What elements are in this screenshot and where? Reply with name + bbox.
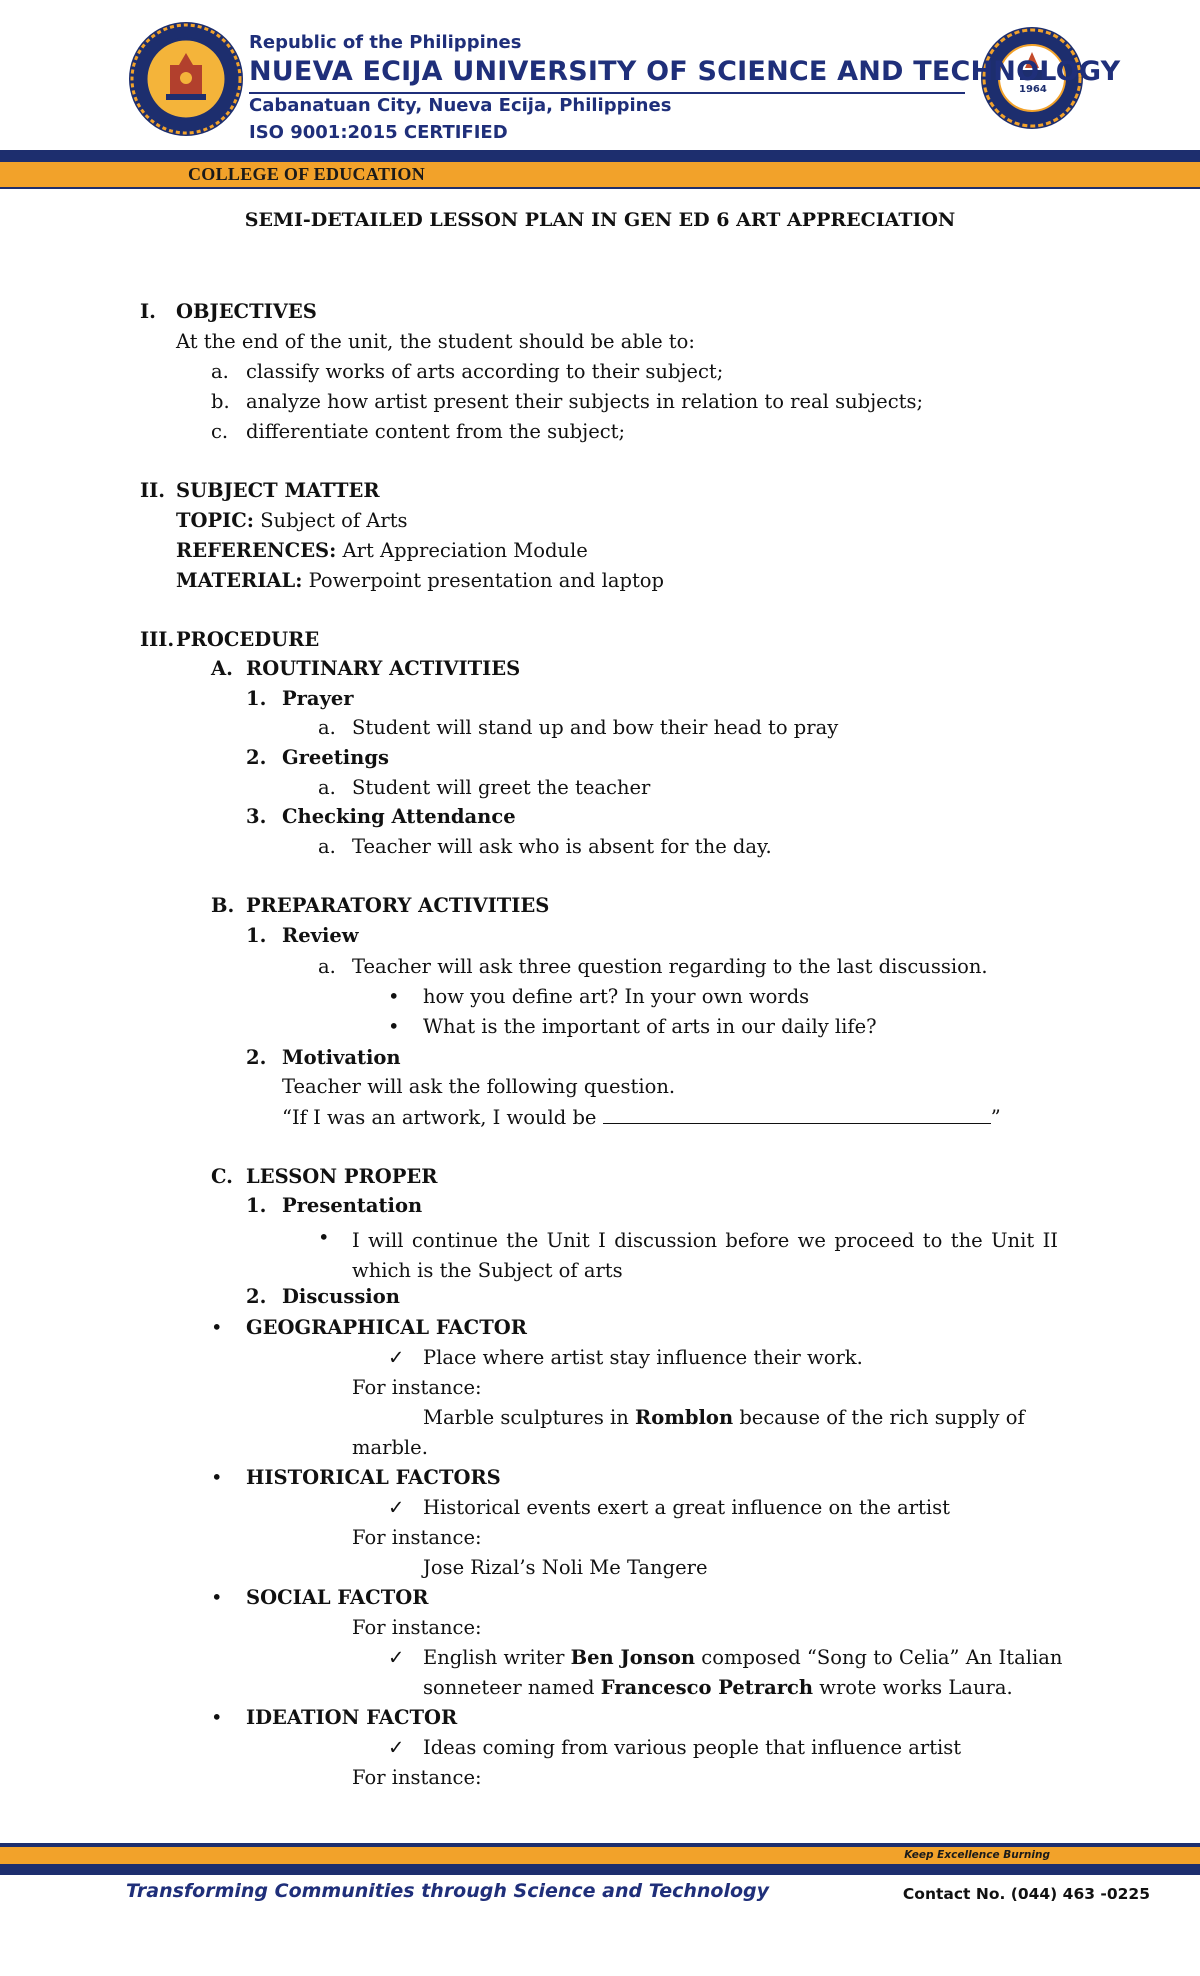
checkmark-icon: ✓	[388, 1736, 405, 1759]
geographical-heading: GEOGRAPHICAL FACTOR	[246, 1316, 527, 1339]
footer-contact: Contact No. (044) 463 -0225	[902, 1885, 1150, 1903]
college-seal-year: 1964	[1019, 84, 1047, 95]
motivation-prompt-end: ”	[990, 1106, 1001, 1129]
college-name: COLLEGE OF EDUCATION	[188, 164, 426, 184]
university-location: Cabanatuan City, Nueva Ecija, Philippines	[249, 95, 672, 116]
attendance-item: Teacher will ask who is absent for the day.	[352, 835, 772, 858]
footer-band-navy	[0, 1864, 1200, 1875]
ideation-check: Ideas coming from various people that influence artist	[423, 1736, 962, 1759]
social-text: composed “Song to Celia” An Italian	[695, 1646, 1063, 1669]
list-marker: a.	[318, 835, 336, 858]
section-numeral: III.	[140, 628, 175, 651]
objectives-intro: At the end of the unit, the student should be able to:	[176, 330, 695, 353]
example-text: Marble sculptures in	[423, 1406, 636, 1429]
list-marker: a.	[318, 716, 336, 739]
social-bold: Ben Jonson	[570, 1646, 696, 1669]
university-name: NUEVA ECIJA UNIVERSITY OF SCIENCE AND TECHNOLOGY	[249, 56, 1121, 87]
motivation-text: Teacher will ask the following question.	[282, 1075, 676, 1098]
lesson-plan-title: SEMI-DETAILED LESSON PLAN IN GEN ED 6 ART APPRECIATION	[244, 209, 956, 231]
item-number: 3.	[246, 805, 267, 828]
answer-blank	[603, 1105, 991, 1124]
greetings-item: Student will greet the teacher	[352, 776, 651, 799]
review-heading: Review	[282, 924, 359, 947]
geographical-example-wrap: marble.	[352, 1436, 428, 1459]
motivation-heading: Motivation	[282, 1046, 401, 1069]
item-number: 2.	[246, 1285, 267, 1308]
list-marker: a.	[318, 955, 336, 978]
bullet-icon: •	[388, 1015, 400, 1038]
section-heading-objectives: OBJECTIVES	[176, 300, 317, 323]
example-text: because of the rich supply of	[733, 1406, 1025, 1429]
header-band-rule	[0, 187, 1200, 189]
item-number: 2.	[246, 1046, 267, 1069]
material-value: Powerpoint presentation and laptop	[308, 569, 665, 592]
header-band-navy	[0, 150, 1200, 162]
social-text: wrote works Laura.	[813, 1676, 1013, 1699]
footer-tagline: Keep Excellence Burning	[904, 1849, 1050, 1861]
objective-item: differentiate content from the subject;	[246, 420, 626, 443]
preparatory-heading: PREPARATORY ACTIVITIES	[246, 894, 550, 917]
prayer-item: Student will stand up and bow their head to pray	[352, 716, 839, 739]
list-marker: a.	[318, 776, 336, 799]
bullet-icon: •	[211, 1466, 223, 1489]
material-label: MATERIAL:	[176, 569, 303, 592]
attendance-heading: Checking Attendance	[282, 805, 516, 828]
historical-heading: HISTORICAL FACTORS	[246, 1466, 501, 1489]
lesson-proper-heading: LESSON PROPER	[246, 1165, 438, 1188]
review-bullet: What is the important of arts in our daily life?	[423, 1015, 877, 1038]
ideation-heading: IDEATION FACTOR	[246, 1706, 458, 1729]
section-heading-procedure: PROCEDURE	[176, 628, 320, 651]
bullet-icon: •	[211, 1316, 223, 1339]
republic-text: Republic of the Philippines	[249, 32, 522, 53]
example-bold: Romblon	[635, 1406, 734, 1429]
social-text: English writer	[423, 1646, 571, 1669]
objective-item: analyze how artist present their subjects in relation to real subjects;	[246, 390, 924, 413]
iso-certification: ISO 9001:2015 CERTIFIED	[249, 122, 508, 143]
topic-line	[176, 509, 408, 533]
presentation-text: I will continue the Unit I discussion before we proceed to the Unit II which is the Subject of arts	[352, 1229, 1058, 1282]
list-marker: a.	[211, 360, 229, 383]
subsection-marker: A.	[211, 657, 233, 680]
review-bullet: how you define art? In your own words	[423, 985, 810, 1008]
geographical-check: Place where artist stay influence their work.	[423, 1346, 863, 1369]
review-item: Teacher will ask three question regarding to the last discussion.	[352, 955, 988, 978]
bullet-icon: •	[318, 1226, 330, 1249]
item-number: 2.	[246, 746, 267, 769]
greetings-heading: Greetings	[282, 746, 389, 769]
for-instance-label: For instance:	[352, 1766, 482, 1789]
for-instance-label: For instance:	[352, 1616, 482, 1639]
social-heading: SOCIAL FACTOR	[246, 1586, 429, 1609]
material-line	[176, 569, 664, 593]
footer-slogan: Transforming Communities through Science and Technology	[126, 1880, 770, 1902]
historical-check: Historical events exert a great influence on the artist	[423, 1496, 950, 1519]
list-marker: b.	[211, 390, 230, 413]
item-number: 1.	[246, 924, 267, 947]
geographical-example	[423, 1406, 1025, 1430]
bullet-icon: •	[211, 1706, 223, 1729]
for-instance-label: For instance:	[352, 1376, 482, 1399]
bullet-icon: •	[388, 985, 400, 1008]
bullet-icon: •	[211, 1586, 223, 1609]
for-instance-label: For instance:	[352, 1526, 482, 1549]
checkmark-icon: ✓	[388, 1496, 405, 1519]
topic-label: TOPIC:	[176, 509, 254, 532]
header-rule	[249, 92, 965, 94]
social-check	[423, 1646, 1062, 1670]
checkmark-icon: ✓	[388, 1646, 405, 1669]
item-number: 1.	[246, 687, 267, 710]
motivation-prompt	[282, 1105, 1001, 1130]
university-seal-icon	[127, 20, 245, 138]
references-line	[176, 539, 588, 563]
section-numeral: II.	[140, 479, 166, 502]
presentation-heading: Presentation	[282, 1194, 423, 1217]
subsection-marker: C.	[211, 1165, 233, 1188]
discussion-heading: Discussion	[282, 1285, 400, 1308]
social-bold: Francesco Petrarch	[600, 1676, 814, 1699]
objective-item: classify works of arts according to their subject;	[246, 360, 724, 383]
routinary-heading: ROUTINARY ACTIVITIES	[246, 657, 521, 680]
section-numeral: I.	[140, 300, 156, 323]
topic-value: Subject of Arts	[260, 509, 408, 532]
list-marker: c.	[211, 420, 229, 443]
checkmark-icon: ✓	[388, 1346, 405, 1369]
references-label: REFERENCES:	[176, 539, 337, 562]
social-check-wrap	[423, 1676, 1013, 1700]
prayer-heading: Prayer	[282, 687, 354, 710]
header-band-orange	[0, 162, 1200, 187]
motivation-prompt-start: “If I was an artwork, I would be	[282, 1106, 603, 1129]
section-heading-subject-matter: SUBJECT MATTER	[176, 479, 380, 502]
subsection-marker: B.	[211, 894, 235, 917]
item-number: 1.	[246, 1194, 267, 1217]
references-value: Art Appreciation Module	[342, 539, 588, 562]
social-text: sonneteer named	[423, 1676, 601, 1699]
historical-example: Jose Rizal’s Noli Me Tangere	[423, 1556, 708, 1579]
